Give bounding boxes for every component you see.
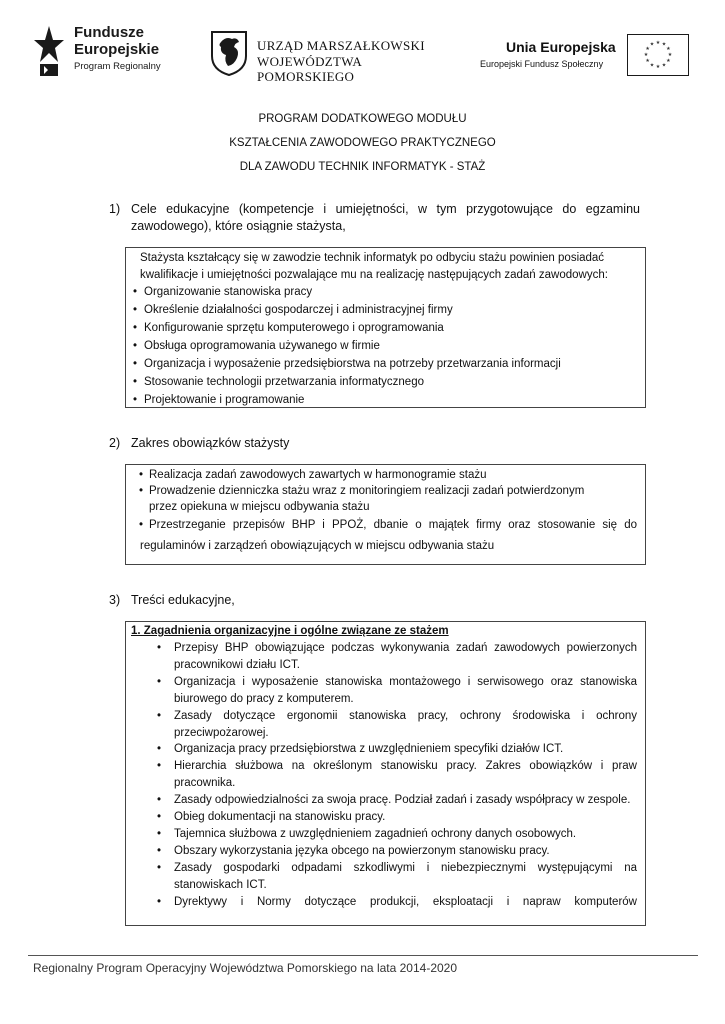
list-item: • Prowadzenie dzienniczka stażu wraz z monitoringiem realizacji zadań potwierdzonym [138, 483, 637, 499]
list-item: • Stosowanie technologii przetwarzania informatycznego [131, 373, 639, 391]
section-2-heading [109, 435, 649, 453]
list-item: • Zasady gospodarki odpadami szkodliwymi i niebezpiecznymi występującymi na stanowiskach ICT. [131, 860, 637, 894]
footer-text: Regionalny Program Operacyjny Województwa Pomorskiego na lata 2014-2020 [33, 961, 458, 975]
section-1-title [131, 201, 640, 235]
footer-divider [28, 955, 698, 956]
svg-text:★: ★ [645, 58, 650, 64]
list-item: • Obszary wykorzystania języka obcego na powierzonym stanowisku pracy. [131, 843, 637, 860]
svg-text:★: ★ [655, 64, 661, 70]
section-2-number: 2) [109, 436, 121, 450]
fe-star-icon [34, 26, 64, 76]
title-line-1: PROGRAM DODATKOWEGO MODUŁU [258, 113, 467, 125]
section-2-title: Zakres obowiązków stażysty [131, 436, 290, 450]
svg-text:★: ★ [649, 62, 655, 69]
list-item: • Organizowanie stanowiska pracy [131, 283, 639, 301]
list-item: • Organizacja pracy przedsiębiorstwa z uwzględnieniem specyfiki działów ICT. [131, 741, 637, 758]
list-item: • Obsługa oprogramowania używanego w firmie [131, 337, 639, 355]
title-line-2: KSZTAŁCENIA ZAWODOWEGO PRAKTYCZNEGO [229, 137, 496, 149]
urzad-marszalkowski-logo [210, 30, 460, 84]
unia-europejska-logo [478, 32, 693, 82]
section-3-heading [109, 592, 649, 610]
list-item-continuation: przez opiekuna w miejscu odbywania stażu [149, 501, 370, 513]
svg-text:★: ★ [666, 58, 671, 64]
list-item: • Przepisy BHP obowiązujące podczas wykonywania zadań zawodowych powierzonych pracownikowi działu ICT. [131, 640, 637, 674]
list-item: • Hierarchia służbowa na określonym stanowisku pracy. Zakres obowiązków i praw pracownika. [131, 758, 637, 792]
section-3-subheading: 1. Zagadnienia organizacyjne i ogólne związane ze stażem [131, 625, 449, 637]
list-item: • Określenie działalności gospodarczej i administracyjnej firmy [131, 301, 639, 319]
griffin-crest-icon [210, 30, 248, 76]
svg-text:★: ★ [649, 41, 655, 48]
fundusze-europejskie-logo [34, 24, 184, 80]
section-3-number: 3) [109, 593, 121, 607]
list-item: • Realizacja zadań zawodowych zawartych w harmonogramie stażu [138, 467, 637, 483]
list-item: • Przestrzeganie przepisów BHP i PPOŻ, dbanie o majątek firmy oraz stosowanie się do [138, 515, 637, 536]
section-1-title-line1: Cele edukacyjne (kompetencje i umiejętności, w tym przygotowujące do egzaminu [131, 202, 640, 216]
urzad-line2: WOJEWÓDZTWA POMORSKIEGO [257, 54, 362, 84]
svg-text:★: ★ [645, 46, 650, 52]
section-3-box [125, 621, 646, 926]
svg-text:★: ★ [667, 52, 673, 58]
list-item: • Organizacja i wyposażenie przedsiębiorstwa na potrzeby przetwarzania informacji [131, 355, 639, 373]
section-1-heading [109, 201, 649, 241]
section-2-box [125, 464, 646, 565]
svg-text:★: ★ [661, 41, 667, 48]
list-item: • Zasady dotyczące ergonomii stanowiska pracy, ochrony środowiska i ochrony przeciwpożarowej. [131, 708, 637, 742]
section-1-title-line2: zawodowego), które osiągnie stażysta, [131, 219, 346, 233]
list-item: • Konfigurowanie sprzętu komputerowego i oprogramowania [131, 319, 639, 337]
section-3-title: Treści edukacyjne, [131, 593, 235, 607]
list-item: • Dyrektywy i Normy dotyczące produkcji, eksploatacji i napraw komputerów [131, 894, 637, 911]
svg-text:★: ★ [661, 62, 667, 69]
fe-line2: Europejskie [74, 41, 160, 58]
list-item: • Organizacja i wyposażenie stanowiska montażowego i serwisowego oraz stanowiska biurowego do pracy z komputerem. [131, 674, 637, 708]
svg-text:★: ★ [655, 40, 661, 46]
svg-text:★: ★ [666, 46, 671, 52]
title-line-3: DLA ZAWODU TECHNIK INFORMATYK - STAŻ [239, 161, 486, 173]
list-item: • Obieg dokumentacji na stanowisku pracy. [131, 809, 637, 826]
fe-line3: Program Regionalny [74, 61, 161, 72]
ue-line1: Unia Europejska [506, 39, 616, 55]
section-1-number: 1) [109, 202, 121, 216]
list-item: • Tajemnica służbowa z uwzględnieniem zagadnień ochrony danych osobowych. [131, 826, 637, 843]
list-item: • Projektowanie i programowanie [131, 391, 639, 409]
section-1-intro-line1: Stażysta kształcący się w zawodzie technik informatyk po odbyciu stażu powinien posiadać [140, 252, 605, 264]
section-1-box [125, 247, 646, 408]
list-item: • Zasady odpowiedzialności za swoja pracę. Podział zadań i zasady współpracy w zespole. [131, 792, 637, 809]
svg-text:★: ★ [643, 52, 649, 58]
urzad-line1: URZĄD MARSZAŁKOWSKI [257, 38, 425, 53]
ue-line2: Europejski Fundusz Społeczny [480, 59, 604, 69]
list-item-continuation: regulaminów i zarządzeń obowiązujących w miejscu odbywania stażu [140, 540, 495, 552]
section-1-intro-line2: kwalifikacje i umiejętności pozwalające mu na realizację następujących zadań zawodowych: [140, 268, 608, 281]
fe-line1: Fundusze [74, 24, 144, 41]
eu-flag-icon [627, 34, 689, 76]
